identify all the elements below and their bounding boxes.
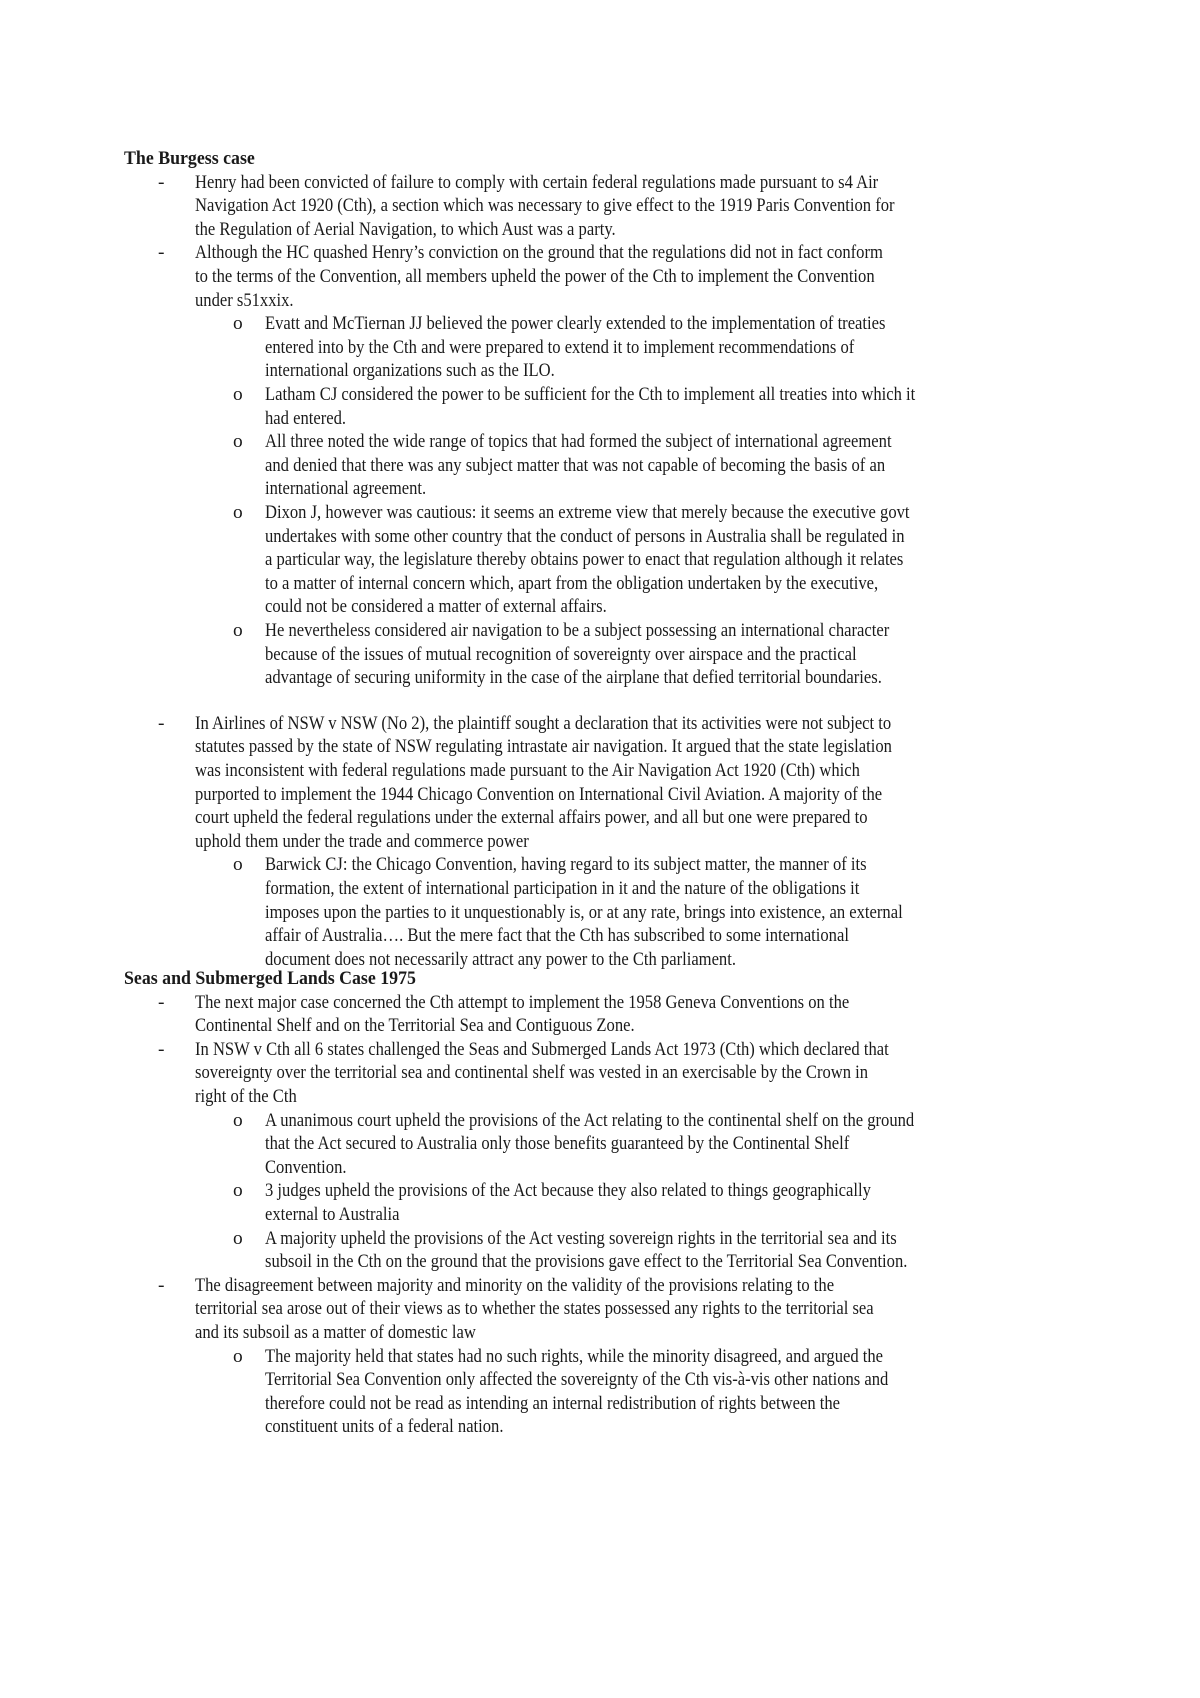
bullet-text-line: In NSW v Cth all 6 states challenged the Seas and Submerged Lands Act 1973 (Cth) which declared that	[195, 1038, 889, 1060]
bullet-text-line: uphold them under the trade and commerce power	[195, 830, 529, 852]
sub-bullet-text-line: advantage of securing uniformity in the case of the airplane that defied territorial boundaries.	[265, 667, 882, 689]
sub-bullet-text-line: A unanimous court upheld the provisions of the Act relating to the continental shelf on the ground	[265, 1109, 915, 1131]
bullet-text-line: The next major case concerned the Cth attempt to implement the 1958 Geneva Conventions on the	[195, 991, 850, 1013]
bullet-text-line: purported to implement the 1944 Chicago Convention on International Civil Aviation. A majority of the	[195, 783, 883, 805]
dash-bullet: -	[158, 1274, 165, 1296]
circle-bullet: o	[233, 1227, 243, 1249]
circle-bullet: o	[233, 1345, 243, 1367]
sub-bullet-text-line: imposes upon the parties to it unquestionably is, or at any rate, brings into existence, an external	[265, 901, 903, 923]
section-heading: Seas and Submerged Lands Case 1975	[124, 968, 416, 989]
sub-bullet-text-line: Dixon J, however was cautious: it seems an extreme view that merely because the executive govt	[265, 502, 910, 523]
bullet-text-line: was inconsistent with federal regulations made pursuant to the Air Navigation Act 1920 (Cth) which	[195, 760, 860, 781]
sub-bullet-text-line: undertakes with some other country that the conduct of persons in Australia shall be regulated in	[265, 525, 905, 547]
sub-bullet-text-line: Barwick CJ: the Chicago Convention, having regard to its subject matter, the manner of its	[265, 854, 867, 876]
sub-bullet-text-line: international agreement.	[265, 478, 427, 500]
bullet-text-line: The disagreement between majority and minority on the validity of the provisions relating to the	[195, 1274, 835, 1296]
circle-bullet: o	[233, 1180, 243, 1202]
sub-bullet-text-line: entered into by the Cth and were prepared to extend it to implement recommendations of	[265, 336, 855, 358]
sub-bullet-text-line: The majority held that states had no such rights, while the minority disagreed, and argued the	[265, 1345, 884, 1367]
sub-bullet-text-line: All three noted the wide range of topics that had formed the subject of international agreement	[265, 431, 892, 453]
bullet-text-line: territorial sea arose out of their views as to whether the states possessed any rights to the territorial sea	[195, 1298, 874, 1320]
dash-bullet: -	[158, 712, 165, 734]
sub-bullet-text-line: international organizations such as the ILO.	[265, 360, 555, 382]
bullet-text-line: and its subsoil as a matter of domestic law	[195, 1322, 476, 1343]
circle-bullet: o	[233, 1109, 243, 1131]
bullet-text-line: Henry had been convicted of failure to comply with certain federal regulations made pursuant to s4 Air	[195, 171, 879, 193]
sub-bullet-text-line: 3 judges upheld the provisions of the Act because they also related to things geographically	[265, 1180, 871, 1202]
bullet-text-line: under s51xxix.	[195, 289, 294, 311]
sub-bullet-text-line: Latham CJ considered the power to be sufficient for the Cth to implement all treaties into which it	[265, 384, 916, 405]
sub-bullet-text-line: affair of Australia…. But the mere fact that the Cth has subscribed to some international	[265, 925, 849, 947]
section-heading: The Burgess case	[124, 148, 255, 169]
sub-bullet-text-line: to a matter of internal concern which, apart from the obligation undertaken by the executive,	[265, 572, 879, 594]
sub-bullet-text-line: Convention.	[265, 1156, 347, 1178]
dash-bullet: -	[158, 242, 165, 264]
circle-bullet: o	[233, 384, 243, 405]
sub-bullet-text-line: because of the issues of mutual recognition of sovereignty over airspace and the practical	[265, 643, 857, 665]
sub-bullet-text-line: could not be considered a matter of external affairs.	[265, 596, 607, 618]
sub-bullet-text-line: subsoil in the Cth on the ground that the provisions gave effect to the Territorial Sea Convention.	[265, 1251, 908, 1273]
dash-bullet: -	[158, 991, 165, 1013]
sub-bullet-text-line: formation, the extent of international participation in it and the nature of the obligations it	[265, 878, 860, 899]
sub-bullet-text-line: a particular way, the legislature thereby obtains power to enact that regulation although it relates	[265, 549, 904, 571]
sub-bullet-text-line: He nevertheless considered air navigation to be a subject possessing an international character	[265, 620, 890, 641]
circle-bullet: o	[233, 620, 243, 641]
sub-bullet-text-line: Territorial Sea Convention only affected the sovereignty of the Cth vis-à-vis other nations and	[265, 1369, 889, 1391]
sub-bullet-text-line: that the Act secured to Australia only those benefits guaranteed by the Continental Shelf	[265, 1133, 850, 1155]
bullet-text-line: to the terms of the Convention, all members upheld the power of the Cth to implement the Convention	[195, 266, 875, 287]
sub-bullet-text-line: external to Australia	[265, 1204, 400, 1225]
bullet-text-line: the Regulation of Aerial Navigation, to which Aust was a party.	[195, 218, 616, 240]
dash-bullet: -	[158, 1038, 165, 1060]
circle-bullet: o	[233, 854, 243, 876]
bullet-text-line: Navigation Act 1920 (Cth), a section which was necessary to give effect to the 1919 Paris Convention for	[195, 195, 895, 217]
sub-bullet-text-line: A majority upheld the provisions of the Act vesting sovereign rights in the territorial sea and its	[265, 1227, 897, 1249]
bullet-text-line: In Airlines of NSW v NSW (No 2), the plaintiff sought a declaration that its activities were not subject to	[195, 712, 892, 734]
sub-bullet-text-line: document does not necessarily attract any power to the Cth parliament.	[265, 948, 736, 970]
circle-bullet: o	[233, 502, 243, 523]
bullet-text-line: right of the Cth	[195, 1086, 297, 1107]
bullet-text-line: Although the HC quashed Henry’s conviction on the ground that the regulations did not in fact conform	[195, 242, 883, 264]
bullet-text-line: court upheld the federal regulations under the external affairs power, and all but one were prepared to	[195, 807, 868, 829]
sub-bullet-text-line: had entered.	[265, 407, 347, 429]
circle-bullet: o	[233, 313, 243, 335]
sub-bullet-text-line: Evatt and McTiernan JJ believed the power clearly extended to the implementation of treaties	[265, 313, 886, 335]
sub-bullet-text-line: and denied that there was any subject matter that was not capable of becoming the basis of an	[265, 454, 886, 476]
bullet-text-line: Continental Shelf and on the Territorial Sea and Contiguous Zone.	[195, 1015, 635, 1037]
sub-bullet-text-line: therefore could not be read as intending an internal redistribution of rights between the	[265, 1392, 841, 1414]
bullet-text-line: statutes passed by the state of NSW regulating intrastate air navigation. It argued that the state legislation	[195, 736, 892, 758]
dash-bullet: -	[158, 171, 165, 193]
bullet-text-line: sovereignty over the territorial sea and continental shelf was vested in an exercisable by the Crown in	[195, 1062, 869, 1084]
sub-bullet-text-line: constituent units of a federal nation.	[265, 1416, 504, 1438]
circle-bullet: o	[233, 431, 243, 453]
